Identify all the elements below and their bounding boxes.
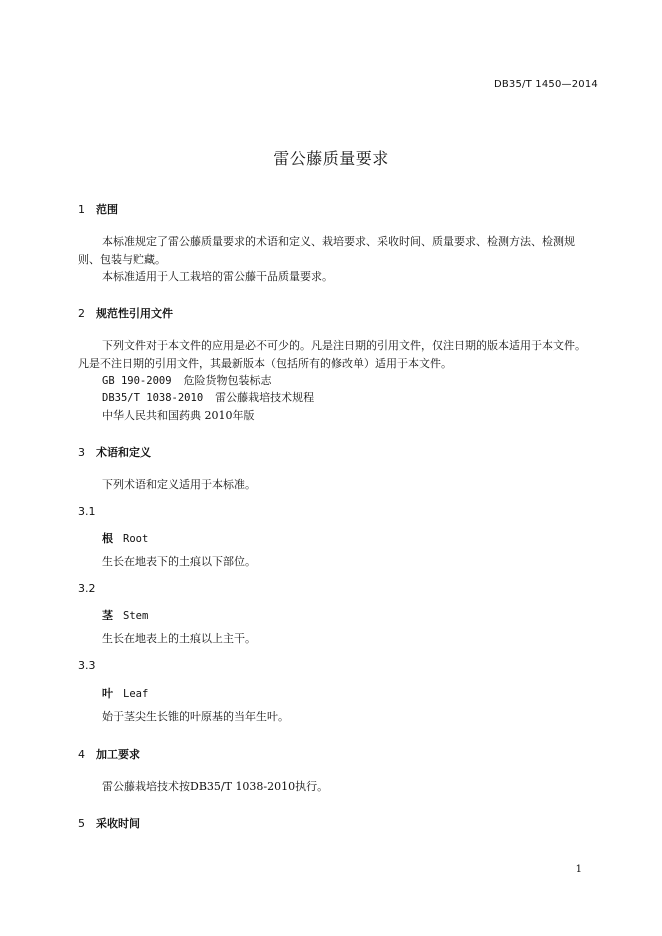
section-1-paragraph-1-line-1: 本标准规定了雷公藤质量要求的术语和定义、栽培要求、采收时间、质量要求、检测方法、检测规 <box>102 235 575 248</box>
term-chinese: 根 <box>102 532 113 545</box>
reference-code: GB 190-2009 <box>102 375 172 387</box>
section-title: 范围 <box>96 203 118 216</box>
term-chinese: 叶 <box>102 687 113 700</box>
reference-code: DB35/T 1038-2010 <box>102 392 204 404</box>
term-english: Leaf <box>123 688 149 700</box>
section-3-heading <box>78 444 151 460</box>
term-entry <box>102 530 148 546</box>
page-number: 1 <box>575 864 582 875</box>
section-1-paragraph-1-line-2: 则、包装与贮藏。 <box>78 253 166 266</box>
reference-item <box>102 389 622 407</box>
section-title: 规范性引用文件 <box>96 307 173 320</box>
section-4-paragraph: 雷公藤栽培技术按DB35/T 1038-2010执行。 <box>102 780 329 793</box>
section-2-paragraph-1-line-1: 下列文件对于本文件的应用是必不可少的。凡是注日期的引用文件，仅注日期的版本适用于本文件。 <box>102 339 586 352</box>
section-title: 采收时间 <box>96 817 140 830</box>
section-number: 2 <box>78 307 85 320</box>
section-number: 3 <box>78 446 85 459</box>
term-entry <box>102 685 148 701</box>
section-4-heading <box>78 746 140 762</box>
reference-item: 中华人民共和国药典 2010年版 <box>102 409 255 422</box>
term-english: Root <box>123 533 149 545</box>
section-2-paragraph-1-line-2: 凡是不注日期的引用文件，其最新版本（包括所有的修改单）适用于本文件。 <box>78 357 452 370</box>
reference-title: 危险货物包装标志 <box>183 374 272 387</box>
term-number: 3.1 <box>78 505 96 518</box>
term-number: 3.3 <box>78 659 96 672</box>
term-definition: 生长在地表上的土痕以上主干。 <box>102 632 256 645</box>
term-number: 3.2 <box>78 582 96 595</box>
section-2-heading <box>78 305 173 321</box>
reference-title: 雷公藤栽培技术规程 <box>215 391 315 404</box>
document-title: 雷公藤质量要求 <box>273 149 389 168</box>
section-1-heading <box>78 201 118 217</box>
term-definition: 生长在地表下的土痕以下部位。 <box>102 555 256 568</box>
section-number: 5 <box>78 817 85 830</box>
section-5-heading <box>78 815 140 831</box>
section-title: 加工要求 <box>96 748 140 761</box>
section-number: 1 <box>78 203 85 216</box>
reference-item <box>102 372 622 390</box>
document-code: DB35/T 1450—2014 <box>493 79 598 90</box>
section-title: 术语和定义 <box>96 446 151 459</box>
section-1-paragraph-2: 本标准适用于人工栽培的雷公藤干品质量要求。 <box>102 270 333 283</box>
term-chinese: 茎 <box>102 609 113 622</box>
term-english: Stem <box>123 610 149 622</box>
section-number: 4 <box>78 748 85 761</box>
term-definition: 始于茎尖生长锥的叶原基的当年生叶。 <box>102 710 289 723</box>
section-3-intro: 下列术语和定义适用于本标准。 <box>102 478 256 491</box>
term-entry <box>102 607 148 623</box>
